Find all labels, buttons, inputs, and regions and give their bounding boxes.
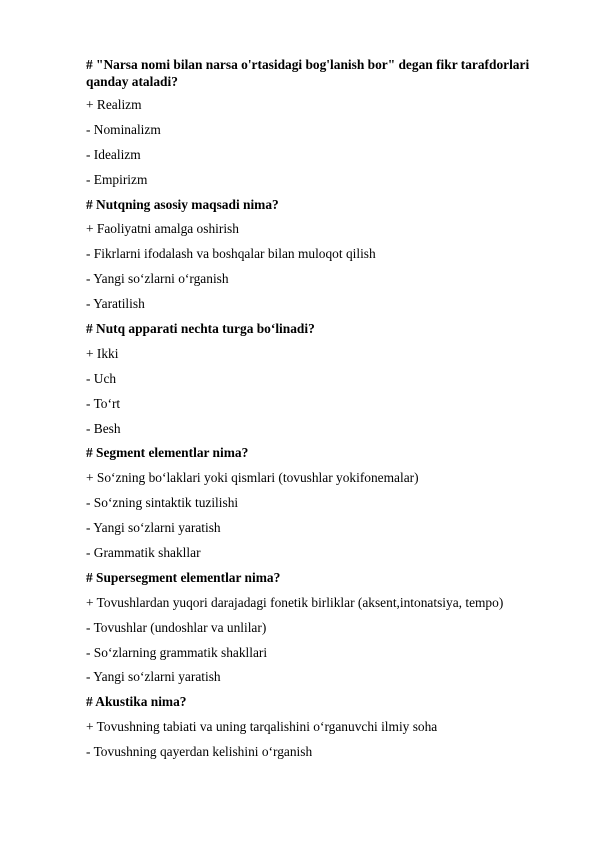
- question-5: # Supersegment elementlar nima?: [86, 569, 281, 585]
- answer-3-3: - To‘rt: [86, 395, 121, 411]
- answer-4-3: - Yangi so‘zlarni yaratish: [86, 520, 221, 536]
- question-6: # Akustika nima?: [86, 694, 187, 710]
- question-2: # Nutqning asosiy maqsadi nima?: [86, 196, 279, 212]
- answer-6-1: + Tovushning tabiati va uning tarqalishini o‘rganuvchi ilmiy soha: [86, 719, 438, 735]
- answer-3-1: + Ikki: [86, 345, 119, 361]
- answer-3-2: - Uch: [86, 370, 117, 386]
- answer-5-1: + Tovushlardan yuqori darajadagi fonetik birliklar (aksent,intonatsiya, tempo): [86, 594, 504, 610]
- answer-4-2: - So‘zning sintaktik tuzilishi: [86, 495, 239, 511]
- answer-1-3: - Idealizm: [86, 146, 141, 162]
- answer-2-2: - Fikrlarni ifodalash va boshqalar bilan muloqot qilish: [86, 246, 376, 262]
- answer-6-2: - Tovushning qayerdan kelishini o‘rganish: [86, 744, 313, 760]
- answer-4-4: - Grammatik shakllar: [86, 545, 201, 561]
- answer-3-4: - Besh: [86, 420, 121, 436]
- answer-2-1: + Faoliyatni amalga oshirish: [86, 221, 239, 237]
- question-3: # Nutq apparati nechta turga bo‘linadi?: [86, 321, 315, 337]
- answer-2-3: - Yangi so‘zlarni o‘rganish: [86, 271, 229, 287]
- answer-5-4: - Yangi so‘zlarni yaratish: [86, 669, 221, 685]
- answer-1-1: + Realizm: [86, 97, 142, 112]
- answer-5-2: - Tovushlar (undoshlar va unlilar): [86, 619, 267, 635]
- answer-1-2: - Nominalizm: [86, 121, 161, 137]
- answer-4-1: + So‘zning bo‘laklari yoki qismlari (tovushlar yokifonemalar): [86, 470, 419, 486]
- answer-1-4: - Empirizm: [86, 171, 148, 187]
- answer-5-3: - So‘zlarning grammatik shakllari: [86, 644, 268, 660]
- question-4: # Segment elementlar nima?: [86, 445, 249, 461]
- question-1: # "Narsa nomi bilan narsa o'rtasidagi bog'lanish bor" degan fikr tarafdorlari qanday ataladi?: [86, 57, 530, 89]
- answer-2-4: - Yaratilish: [86, 296, 145, 312]
